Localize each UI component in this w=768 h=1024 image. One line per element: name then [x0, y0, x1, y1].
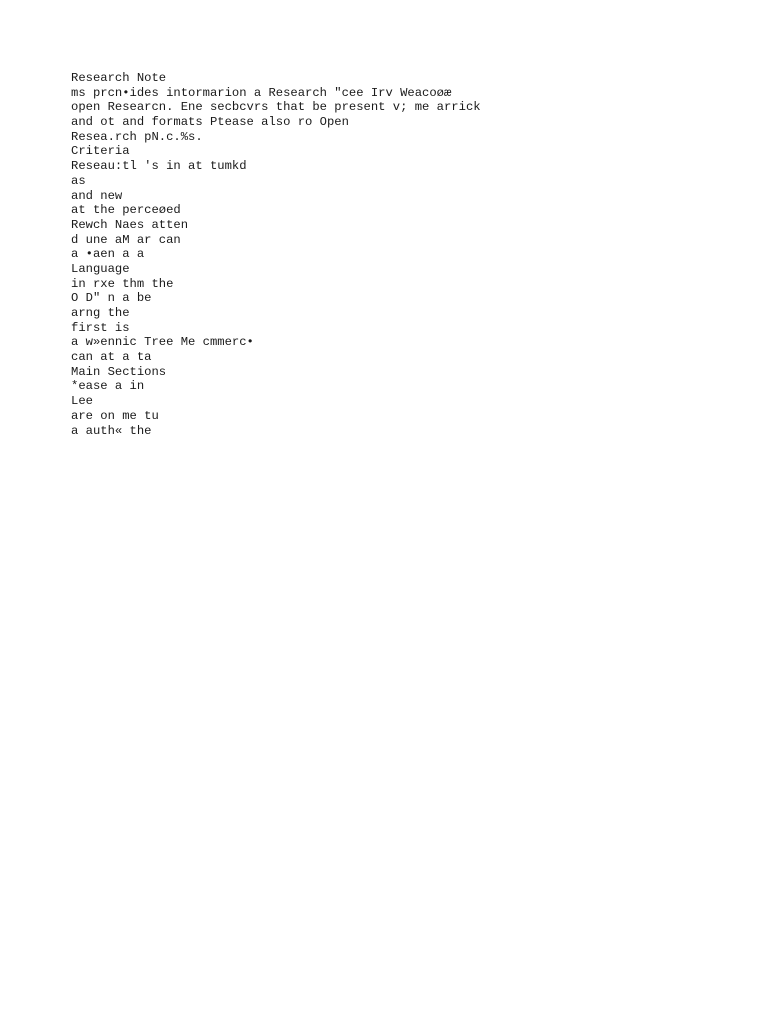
text-line: open Researcn. Ene secbcvrs that be present v; me arrick [71, 100, 481, 115]
text-line: O D" n a be [71, 291, 152, 306]
text-line: at the perceøed [71, 203, 181, 218]
text-line: Lee [71, 394, 93, 409]
section-heading-main-sections: Main Sections [71, 364, 167, 379]
text-line: a auth« the [71, 423, 152, 438]
text-line: a w»ennic Tree Me cmmerc• [71, 335, 254, 350]
section-heading-language: Language [71, 261, 130, 276]
text-line: Resea.rch pN.c.%s. [71, 129, 203, 144]
text-line: are on me tu [71, 408, 159, 423]
text-line: first is [71, 320, 130, 335]
text-line: can at a ta [71, 350, 152, 365]
text-line: and ot and formats Ptease also ro Open [71, 115, 349, 130]
doc-title: Research Note [71, 71, 167, 85]
text-line: as [71, 173, 86, 188]
text-line: arng the [71, 306, 130, 320]
text-line: Rewch Naes atten [71, 217, 189, 232]
text-line: *ease a in [71, 379, 145, 394]
text-line: and new [71, 188, 123, 203]
document-text [71, 71, 711, 438]
text-line: Reseau:tl 's in at tumkd [71, 159, 247, 174]
text-line: a •aen a a [71, 247, 145, 262]
section-heading-criteria: Criteria [71, 144, 130, 159]
text-line: ms prcn•ides intormarion a Research "cee Irv Weacoøæ [71, 85, 452, 100]
text-line: in rxe thm the [71, 276, 174, 291]
text-line: d une aM ar can [71, 232, 181, 247]
